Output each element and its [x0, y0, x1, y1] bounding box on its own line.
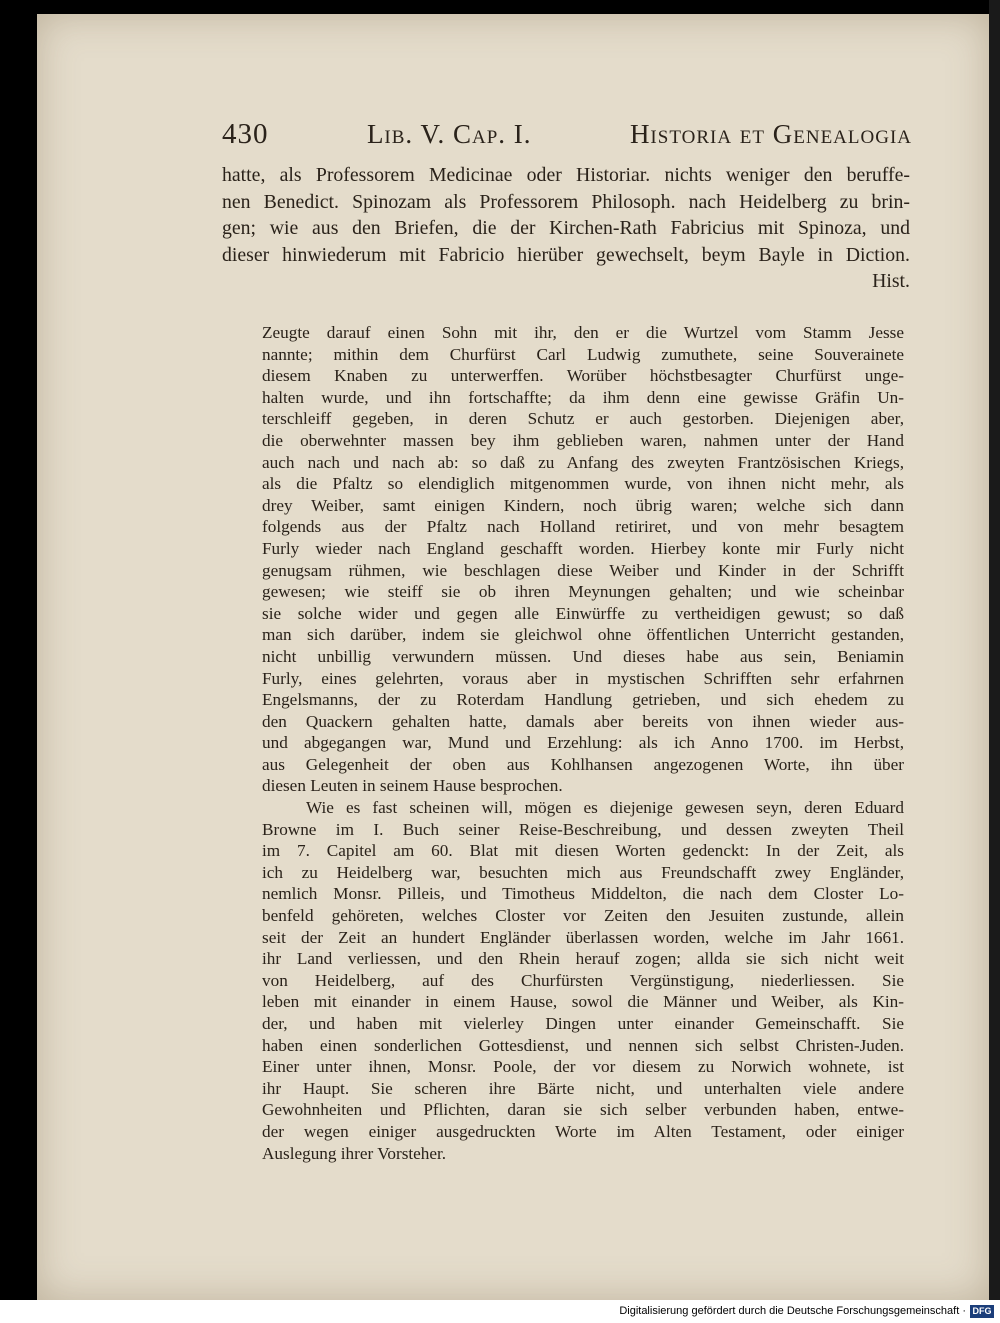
text-line: der, und haben mit vielerley Dingen unter einander Gemeinschafft. Sie [262, 1014, 904, 1033]
text-line: nannte; mithin dem Churfürst Carl Ludwig zumuthete, seine Souverainete [262, 344, 904, 364]
text-line: terschleiff gegeben, in deren Schutz er auch gestorben. Diejenigen aber, [262, 409, 904, 429]
text-line: ihr Haupt. Sie scheren ihre Bärte nicht, und unterhalten viele andere [262, 1078, 904, 1098]
text-line: diesem Knaben zu unterwerffen. Worüber höchstbesagter Churfürst unge- [262, 366, 904, 386]
text-line: dieser hinwiederum mit Fabricio hierüber gewechselt, beym Bayle in Diction. [222, 243, 910, 266]
text-line: im 7. Capitel am 60. Blat mit diesen Worten gedenckt: In der Zeit, als [262, 841, 904, 861]
text-line: die oberwehnter massen bey ihm geblieben waren, nahmen unter der Hand [262, 430, 904, 450]
digitization-footer [0, 1300, 1000, 1323]
quoted-text-block [262, 322, 904, 1164]
text-line: der wegen einiger ausgedruckten Worte im Alten Testament, oder einiger [262, 1121, 904, 1141]
dfg-logo: DFG [970, 1305, 994, 1318]
text-line: halten wurde, und ihn fortschaffte; da ihm denn eine gewisse Gräfin Un- [262, 387, 904, 407]
text-line: Browne im I. Buch seiner Reise-Beschreibung, und dessen zweyten Theil [262, 819, 904, 839]
top-paragraph [222, 162, 910, 295]
text-line: sie solche wider und gegen alle Einwürffe zu vertheidigen gewust; so daß [262, 603, 904, 623]
text-line: Einer unter ihnen, Monsr. Poole, der vor diesem zu Norwich wohnete, ist [262, 1057, 904, 1077]
text-line: man sich darüber, indem sie gleichwol ohne öffentlichen Unterricht gestanden, [262, 625, 904, 645]
running-head [222, 118, 912, 151]
text-line: Engelsmanns, der zu Roterdam Handlung getrieben, und sich ehedem zu [262, 690, 904, 710]
text-line: den Quackern gehalten hatte, damals aber bereits von ihnen wieder aus- [262, 711, 904, 731]
text-line: und abgegangen war, Mund und Erzehlung: als ich Anno 1700. im Herbst, [262, 733, 904, 753]
text-line: ihr Land verliessen, und den Rhein herauf zogen; allda sie sich nicht weit [262, 949, 904, 969]
text-line: folgends aus der Pfaltz nach Holland retiriret, und von mehr besagtem [262, 517, 904, 537]
text-line: haben einen sonderlichen Gottesdienst, und nennen sich selbst Christen-Juden. [262, 1035, 904, 1055]
quote-paragraph-2 [262, 797, 904, 1164]
text-line: hatte, als Professorem Medicinae oder Historiar. nichts weniger den beruffe- [222, 164, 910, 186]
text-line: Furly, eines gelehrten, voraus aber in mystischen Schrifften sehr erfahrnen [262, 668, 904, 688]
funding-credit: Digitalisierung gefördert durch die Deutsche Forschungsgemeinschaft · [619, 1305, 966, 1317]
page-number: 430 [222, 118, 269, 150]
text-line: nen Benedict. Spinozam als Professorem Philosoph. nach Heidelberg zu brin- [222, 190, 910, 213]
text-line: Hist. [872, 270, 910, 292]
text-line: Furly wieder nach England geschafft worden. Hierbey konte mir Furly nicht [262, 538, 904, 558]
scan-edge [989, 0, 1000, 1300]
text-line: nicht unbillig verwundern müssen. Und dieses habe aus sein, Beniamin [262, 646, 904, 666]
text-line: als die Pfaltz so elendiglich mitgenommen wurde, von ihnen nicht mehr, als [262, 474, 904, 494]
text-line: nemlich Monsr. Pilleis, und Timotheus Middelton, die nach dem Closter Lo- [262, 884, 904, 904]
text-line: Auslegung ihrer Vorsteher. [262, 1143, 447, 1163]
running-title: Historia et Genealogia [629, 119, 912, 149]
text-line: diesen Leuten in seinem Hause besprochen. [262, 776, 563, 796]
quote-paragraph-1 [262, 322, 904, 797]
text-line: gen; wie aus den Briefen, die der Kirchen-Rath Fabricius mit Spinoza, und [222, 217, 910, 239]
text-line: auch nach und nach ab: so daß zu Anfang des zweyten Frantzösischen Kriegs, [262, 452, 904, 472]
text-line: benfeld gehöreten, welches Closter vor Zeiten den Jesuiten zustunde, allein [262, 906, 904, 926]
text-line: aus Gelegenheit der oben aus Kohlhansen angezogenen Worte, ihn über [262, 754, 904, 774]
text-line: ich zu Heidelberg war, besuchten mich aus Freundschafft zwey Engländer, [262, 862, 904, 882]
text-line: genugsam rühmen, wie beschlagen diese Weiber und Kinder in der Schrifft [262, 560, 904, 580]
text-line: drey Weiber, samt einigen Kindern, noch übrig waren; welche sich dann [262, 495, 904, 515]
text-line: seit der Zeit an hundert Engländer überlassen worden, welche im Jahr 1661. [262, 927, 904, 947]
text-line: von Heidelberg, auf des Churfürsten Vergünstigung, niederliessen. Sie [262, 970, 904, 990]
text-line: leben mit einander in einem Hause, sowol die Männer und Weiber, als Kin- [262, 992, 904, 1012]
chapter-reference: Lib. V. Cap. I. [366, 119, 532, 149]
text-line: Wie es fast scheinen will, mögen es diejenige gewesen seyn, deren Eduard [306, 798, 904, 818]
text-line: gewesen; wie steiff sie ob ihren Meynungen gehalten; und wie scheinbar [262, 582, 904, 602]
text-line: Zeugte darauf einen Sohn mit ihr, den er die Wurtzel vom Stamm Jesse [262, 323, 904, 342]
text-line: Gewohnheiten und Pflichten, daran sie sich selber verbunden haben, entwe- [262, 1100, 904, 1120]
